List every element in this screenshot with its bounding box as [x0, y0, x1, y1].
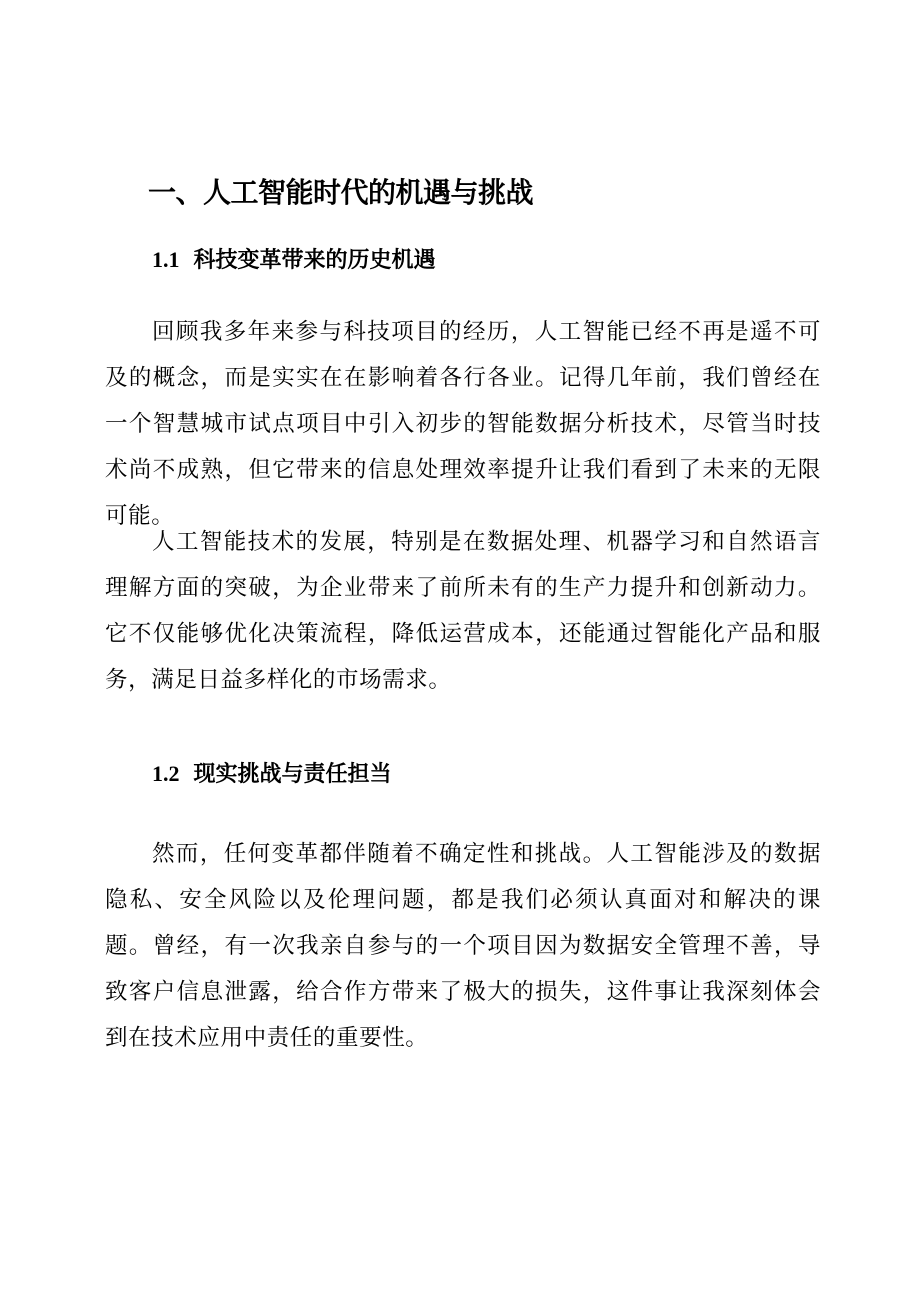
- paragraph: 然而，任何变革都伴随着不确定性和挑战。人工智能涉及的数据隐私、安全风险以及伦理问题，都是我们必须认真面对和解决的课题。曾经，有一次我亲自参与的一个项目因为数据安全管理不善，导致客户信息泄露，给合作方带来了极大的损失，这件事让我深刻体会到在技术应用中责任的重要性。: [105, 841, 821, 1051]
- section-number: 1.1: [152, 247, 180, 272]
- section-title: 科技变革带来的历史机遇: [193, 248, 436, 273]
- paragraph: 人工智能技术的发展，特别是在数据处理、机器学习和自然语言理解方面的突破，为企业带来了前所未有的生产力提升和创新动力。它不仅能够优化决策流程，降低运营成本，还能通过智能化产品和服务，满足日益多样化的市场需求。: [105, 529, 821, 693]
- paragraph: 回顾我多年来参与科技项目的经历，人工智能已经不再是遥不可及的概念，而是实实在在影响着各行各业。记得几年前，我们曾经在一个智慧城市试点项目中引入初步的智能数据分析技术，尽管当时技术尚不成熟，但它带来的信息处理效率提升让我们看到了未来的无限可能。: [105, 319, 821, 529]
- chapter-title: 一、人工智能时代的机遇与挑战: [148, 176, 534, 209]
- section-heading-1-1: [152, 244, 436, 277]
- section-number: 1.2: [152, 761, 180, 786]
- section-heading-1-2: [152, 758, 392, 791]
- section-title: 现实挑战与责任担当: [193, 762, 392, 787]
